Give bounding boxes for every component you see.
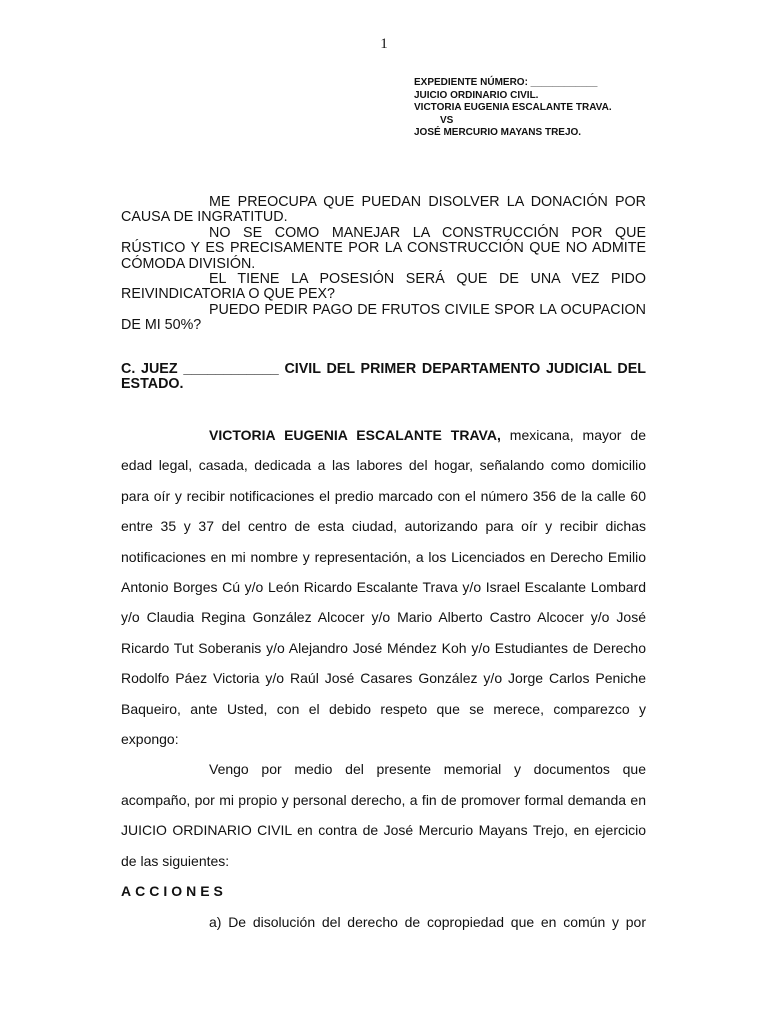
note-paragraph: ME PREOCUPA QUE PUEDAN DISOLVER LA DONACIÓN POR CAUSA DE INGRATITUD. bbox=[121, 194, 646, 226]
notes-block bbox=[121, 195, 646, 334]
note-paragraph: NO SE COMO MANEJAR LA CONSTRUCCIÓN POR QUE RÚSTICO Y ES PRECISAMENTE POR LA CONSTRUCCIÓN QUE NO ADMITE CÓMODA DIVISIÓN. bbox=[121, 224, 646, 272]
section-title: ACCIONES bbox=[121, 883, 227, 900]
court-address: C. JUEZ ____________ CIVIL DEL PRIMER DEPARTAMENTO JUDICIAL DEL ESTADO. bbox=[121, 361, 646, 393]
case-plaintiff: VICTORIA EUGENIA ESCALANTE TRAVA. bbox=[414, 102, 612, 113]
plaintiff-name: VICTORIA EUGENIA ESCALANTE TRAVA, bbox=[209, 427, 501, 443]
case-header bbox=[414, 77, 612, 140]
page-number: 1 bbox=[380, 36, 388, 52]
document-body bbox=[121, 420, 646, 937]
note-paragraph: PUEDO PEDIR PAGO DE FRUTOS CIVILE SPOR LA OCUPACION DE MI 50%? bbox=[121, 301, 646, 334]
action-item-a: a) De disolución del derecho de copropiedad que en común y por bbox=[209, 913, 646, 930]
case-vs: VS bbox=[440, 114, 454, 126]
claim-paragraph: Vengo por medio del presente memorial y documentos que acompaño, por mi propio y personal derecho, a fin de promover formal demanda en JUICIO ORDINARIO CIVIL en contra de José Mercurio Mayans Trejo, en ejercicio de las siguientes: bbox=[121, 761, 646, 869]
intro-paragraph bbox=[121, 420, 646, 754]
intro-text: mexicana, mayor de edad legal, casada, dedicada a las labores del hogar, señalando como domicilio para oír y recibir notificaciones el predio marcado con el número 356 de la calle 60 entre 35 y 37 del centro de esta ciudad, autorizando para oír y recibir dichas notificaciones en mi nombre y representación, a los Licenciados en Derecho Emilio Antonio Borges Cú y/o León Ricardo Escalante Trava y/o Israel Escalante Lombard y/o Claudia Regina González Alcocer y/o Mario Alberto Castro Alcocer y/o José Ricardo Tut Soberanis y/o Alejandro José Méndez Koh y/o Estudiantes de Derecho Rodolfo Páez Victoria y/o Raúl José Casares González y/o Jorge Carlos Peniche Baqueiro, ante Usted, con el debido respeto que se merece, comparezco y expongo: bbox=[121, 427, 646, 748]
case-expediente: EXPEDIENTE NÚMERO: ____________ bbox=[414, 77, 598, 88]
case-defendant: JOSÉ MERCURIO MAYANS TREJO. bbox=[414, 127, 582, 138]
note-paragraph: EL TIENE LA POSESIÓN SERÁ QUE DE UNA VEZ PIDO REIVINDICATORIA O QUE PEX? bbox=[121, 271, 646, 303]
case-juicio: JUICIO ORDINARIO CIVIL. bbox=[414, 89, 539, 101]
